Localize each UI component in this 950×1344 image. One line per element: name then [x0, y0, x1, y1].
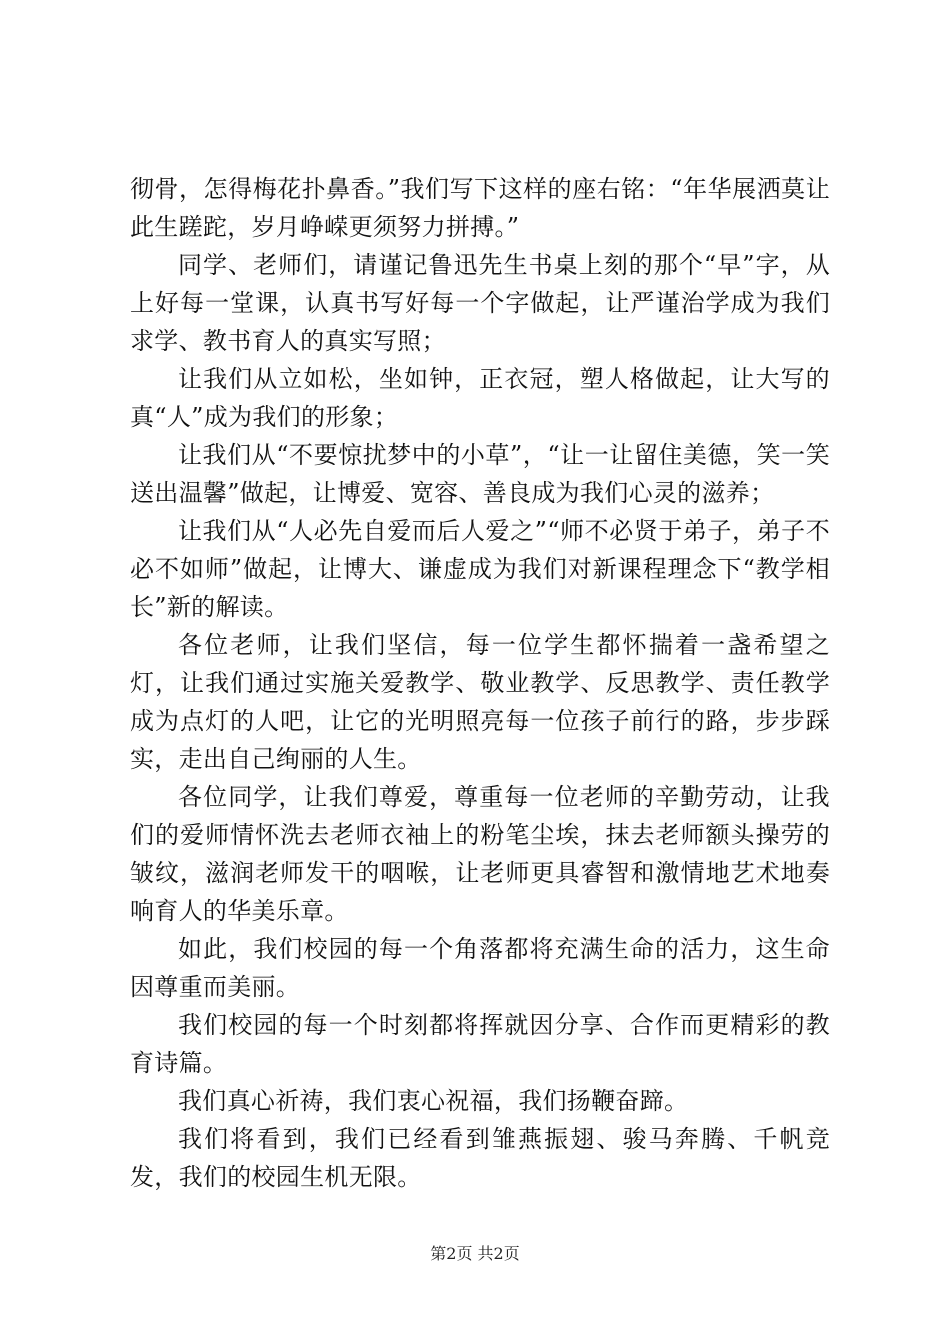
paragraph-11: 我们将看到，我们已经看到雏燕振翅、骏马奔腾、千帆竞发，我们的校园生机无限。	[130, 1125, 830, 1191]
paragraph-4: 让我们从“不要惊扰梦中的小草”，“让一让留住美德，笑一笑送出温馨”做起，让博爱、宽容、善良成为我们心灵的滋养；	[130, 441, 830, 507]
paragraph-5: 让我们从“人必先自爱而后人爱之”“师不必贤于弟子，弟子不必不如师”做起，让博大、谦虚成为我们对新课程理念下“教学相长”新的解读。	[130, 517, 830, 621]
paragraph-1: 彻骨，怎得梅花扑鼻香。”我们写下这样的座右铭：“年华展洒莫让此生蹉跎，岁月峥嵘更须努力拼搏。”	[130, 175, 830, 241]
page-number-label: 第2页 共2页	[430, 1244, 520, 1263]
paragraph-10: 我们真心祈祷，我们衷心祝福，我们扬鞭奋蹄。	[178, 1087, 689, 1115]
document-body	[130, 170, 830, 1196]
paragraph-3: 让我们从立如松，坐如钟，正衣冠，塑人格做起，让大写的真“人”成为我们的形象；	[130, 365, 830, 431]
paragraph-6: 各位老师，让我们坚信，每一位学生都怀揣着一盏希望之灯，让我们通过实施关爱教学、敬业教学、反思教学、责任教学成为点灯的人吧，让它的光明照亮每一位孩子前行的路，步步踩实，走出自己绚丽的人生。	[130, 631, 830, 773]
paragraph-7: 各位同学，让我们尊爱，尊重每一位老师的辛勤劳动，让我们的爱师情怀洗去老师衣袖上的粉笔尘埃，抹去老师额头操劳的皱纹，滋润老师发干的咽喉，让老师更具睿智和激情地艺术地奏响育人的华美乐章。	[130, 783, 830, 925]
paragraph-2: 同学、老师们，请谨记鲁迅先生书桌上刻的那个“早”字，从上好每一堂课，认真书写好每一个字做起，让严谨治学成为我们求学、教书育人的真实写照；	[130, 251, 830, 355]
paragraph-9: 我们校园的每一个时刻都将挥就因分享、合作而更精彩的教育诗篇。	[130, 1011, 830, 1077]
page-footer	[0, 1243, 950, 1265]
paragraph-8: 如此，我们校园的每一个角落都将充满生命的活力，这生命因尊重而美丽。	[130, 935, 830, 1001]
